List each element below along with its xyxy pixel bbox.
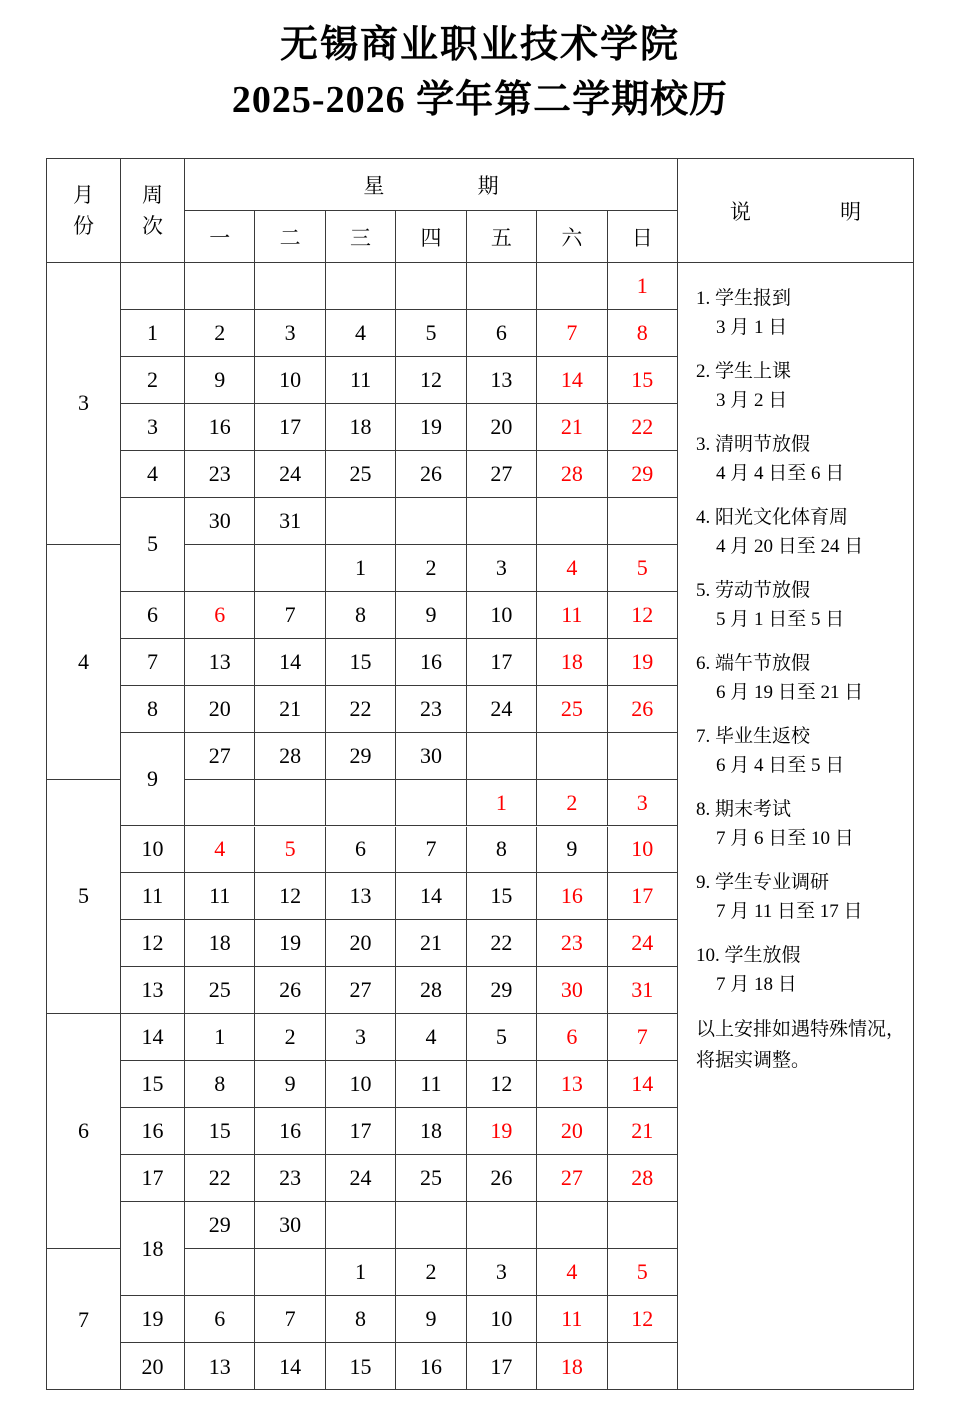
day-cell: 17 (255, 404, 325, 450)
page-title (0, 22, 960, 125)
table-row (185, 1108, 677, 1155)
day-cell: 7 (255, 592, 325, 638)
day-cell: 15 (326, 639, 396, 685)
day-cell: 13 (185, 639, 255, 685)
day-cell (537, 498, 607, 544)
header-week-char1: 周 (142, 183, 163, 208)
day-cell: 7 (255, 1296, 325, 1342)
weekday-header-4: 四 (396, 211, 466, 263)
day-cell: 16 (396, 1343, 466, 1390)
day-cell: 5 (636, 1259, 648, 1285)
week-number-cell: 20 (141, 1353, 164, 1379)
note-item (696, 504, 907, 561)
day-cell (255, 1249, 325, 1295)
academic-calendar-table (46, 158, 914, 1390)
day-cell: 29 (467, 967, 537, 1013)
week-number-cell: 13 (121, 967, 184, 1014)
day-cell: 17 (631, 883, 654, 909)
week-number-cell: 14 (121, 1014, 184, 1061)
note-item (696, 577, 907, 634)
day-cell: 15 (631, 366, 654, 392)
weekday-header-7: 日 (631, 226, 653, 250)
day-cell: 21 (396, 920, 466, 966)
note-title: 8. 期末考试 (696, 799, 792, 820)
weekday-header-6: 六 (537, 211, 607, 263)
week-number-cell: 17 (121, 1155, 184, 1202)
day-cell: 14 (631, 1071, 654, 1097)
day-cell: 11 (396, 1061, 466, 1107)
day-cell: 28 (396, 967, 466, 1013)
calendar-subtitle: 2025-2026 学年第二学期校历 (231, 78, 729, 121)
note-date: 3 月 1 日 (716, 316, 788, 338)
day-cell: 9 (185, 357, 255, 403)
day-cell: 5 (467, 1014, 537, 1060)
day-cell: 10 (467, 1296, 537, 1342)
table-row (185, 357, 677, 404)
day-cell: 12 (396, 357, 466, 403)
day-cell (326, 498, 396, 544)
day-cell: 29 (631, 460, 654, 486)
week-number-cell: 18 (121, 1202, 184, 1296)
note-title: 3. 清明节放假 (696, 434, 811, 455)
day-cell (185, 545, 255, 591)
calendar-body (47, 263, 677, 1389)
week-number-cell (121, 263, 184, 310)
note-item (696, 942, 907, 999)
day-cell (396, 263, 466, 309)
weekday-header-3: 三 (326, 211, 396, 263)
note-title: 4. 阳光文化体育周 (696, 507, 849, 528)
day-cell: 19 (631, 648, 654, 674)
day-cell: 16 (185, 404, 255, 450)
day-cell: 20 (185, 686, 255, 732)
day-cell: 13 (537, 1061, 607, 1107)
day-cell: 11 (185, 873, 255, 919)
month-cell: 6 (47, 1014, 120, 1249)
day-cell (467, 263, 537, 309)
day-cell: 9 (537, 827, 607, 873)
day-cell: 22 (326, 686, 396, 732)
day-cell: 2 (185, 310, 255, 356)
week-number-cell: 6 (121, 592, 184, 639)
day-cell: 7 (636, 1024, 648, 1050)
month-cell: 7 (78, 1306, 89, 1332)
day-cell: 11 (537, 592, 607, 638)
day-cell: 10 (255, 357, 325, 403)
day-cell: 1 (467, 780, 537, 826)
week-number-cell: 10 (121, 827, 184, 874)
day-cell: 4 (537, 545, 607, 591)
note-item (696, 723, 907, 780)
day-cell (326, 780, 396, 826)
day-cell: 12 (467, 1061, 537, 1107)
day-cell: 16 (396, 639, 466, 685)
day-cell (467, 498, 537, 544)
day-cell: 30 (537, 967, 607, 1013)
note-date: 4 月 4 日至 6 日 (716, 462, 845, 484)
day-cell: 10 (326, 1061, 396, 1107)
day-cell: 30 (255, 1202, 325, 1248)
table-row (185, 1249, 677, 1296)
note-title: 9. 学生专业调研 (696, 872, 830, 893)
table-row (185, 1296, 677, 1343)
week-number-cell: 2 (121, 357, 184, 404)
day-cell (537, 733, 607, 779)
week-number-cell: 5 (121, 498, 184, 592)
note-date: 4 月 20 日至 24 日 (716, 535, 864, 557)
day-cell: 15 (326, 1343, 396, 1390)
calendar-grid (47, 159, 678, 1389)
note-date: 5 月 1 日至 5 日 (716, 608, 845, 630)
header-week-column (121, 159, 185, 262)
day-cell (537, 1202, 607, 1248)
day-cell: 11 (326, 357, 396, 403)
day-cell: 2 (396, 1249, 466, 1295)
day-cell: 28 (255, 733, 325, 779)
day-cell: 17 (467, 639, 537, 685)
day-cell: 22 (467, 920, 537, 966)
table-row (185, 404, 677, 451)
day-cell: 8 (636, 319, 648, 345)
day-cell: 6 (185, 592, 255, 638)
day-cell: 28 (537, 451, 607, 497)
day-cell: 5 (396, 310, 466, 356)
day-cell: 10 (631, 836, 654, 862)
day-cell: 24 (631, 930, 654, 956)
note-date: 6 月 4 日至 5 日 (716, 754, 845, 776)
day-cell: 26 (631, 695, 654, 721)
note-title: 6. 端午节放假 (696, 653, 811, 674)
weekday-header-1: 一 (185, 211, 255, 263)
day-cell: 12 (631, 601, 654, 627)
day-cell: 5 (636, 554, 648, 580)
table-row (185, 592, 677, 639)
table-row (185, 263, 677, 310)
day-cell (467, 733, 537, 779)
note-item (696, 431, 907, 488)
day-cell: 29 (326, 733, 396, 779)
day-cell: 20 (326, 920, 396, 966)
day-cell: 14 (255, 639, 325, 685)
day-cell: 20 (467, 404, 537, 450)
table-row (185, 780, 677, 827)
day-cell: 6 (185, 1296, 255, 1342)
day-cell: 23 (396, 686, 466, 732)
day-cell: 20 (537, 1108, 607, 1154)
day-cell (255, 545, 325, 591)
weekday-header-5: 五 (467, 211, 537, 263)
table-row (185, 686, 677, 733)
week-number-column (121, 263, 185, 1389)
day-cell: 24 (467, 686, 537, 732)
day-cell: 6 (467, 310, 537, 356)
day-cell (537, 263, 607, 309)
day-cell: 26 (467, 1155, 537, 1201)
day-cell (396, 498, 466, 544)
note-date: 7 月 6 日至 10 日 (716, 827, 854, 849)
table-row (185, 1014, 677, 1061)
day-cell: 17 (326, 1108, 396, 1154)
week-number-cell: 1 (121, 310, 184, 357)
day-cell: 8 (326, 592, 396, 638)
week-number-cell: 3 (121, 404, 184, 451)
day-cells-area (185, 263, 677, 1389)
day-cell (185, 780, 255, 826)
day-cell: 24 (326, 1155, 396, 1201)
day-cell: 30 (396, 733, 466, 779)
day-cell: 1 (636, 272, 648, 298)
school-name: 无锡商业职业技术学院 (279, 24, 680, 66)
day-cell: 23 (185, 451, 255, 497)
day-cell: 8 (185, 1061, 255, 1107)
day-cell: 1 (185, 1014, 255, 1060)
table-row (185, 639, 677, 686)
note-item (696, 796, 907, 853)
notes-footer-line1: 以上安排如遇特殊情况， (696, 1019, 906, 1040)
day-cell: 9 (255, 1061, 325, 1107)
day-cell: 18 (537, 1343, 607, 1390)
week-number-cell: 11 (121, 873, 184, 920)
day-cell: 4 (537, 1249, 607, 1295)
note-title: 7. 毕业生返校 (696, 726, 811, 747)
day-cell: 16 (255, 1108, 325, 1154)
header-weekday-title: 星 期 (185, 159, 677, 211)
day-cell (185, 263, 255, 309)
header-week-char2: 次 (142, 213, 163, 238)
table-row (185, 1202, 677, 1249)
day-cell: 15 (185, 1108, 255, 1154)
day-cell: 27 (537, 1155, 607, 1201)
note-date: 7 月 11 日至 17 日 (716, 900, 863, 922)
table-row (185, 1061, 677, 1108)
day-cell: 7 (396, 827, 466, 873)
header-weekday-row (185, 211, 677, 263)
day-cell (608, 1202, 677, 1248)
table-row (185, 545, 677, 592)
note-title: 5. 劳动节放假 (696, 580, 811, 601)
header-month-char1: 月 (73, 183, 94, 208)
table-row (185, 1155, 677, 1202)
day-cell: 8 (467, 827, 537, 873)
note-title: 1. 学生报到 (696, 288, 792, 309)
day-cell: 31 (631, 977, 654, 1003)
day-cell: 27 (467, 451, 537, 497)
day-cell: 6 (326, 827, 396, 873)
day-cell: 19 (467, 1108, 537, 1154)
day-cell: 21 (255, 686, 325, 732)
week-number-cell: 12 (121, 920, 184, 967)
day-cell: 21 (631, 1118, 654, 1144)
notes-column (678, 159, 913, 1389)
header-weekday-group (185, 159, 677, 262)
day-cell (608, 1343, 677, 1390)
day-cell: 4 (185, 827, 255, 873)
day-cell (467, 1202, 537, 1248)
note-title: 10. 学生放假 (696, 945, 801, 966)
month-cell: 5 (47, 780, 120, 1015)
month-column (47, 263, 121, 1389)
note-item (696, 358, 907, 415)
day-cell: 13 (326, 873, 396, 919)
table-row (185, 733, 677, 780)
day-cell: 3 (467, 1249, 537, 1295)
day-cell: 25 (185, 967, 255, 1013)
day-cell: 8 (326, 1296, 396, 1342)
day-cell: 13 (467, 357, 537, 403)
day-cell: 9 (396, 1296, 466, 1342)
day-cell: 24 (255, 451, 325, 497)
day-cell: 18 (396, 1108, 466, 1154)
notes-header: 说 明 (678, 159, 913, 263)
day-cell: 6 (537, 1014, 607, 1060)
day-cell (255, 263, 325, 309)
day-cell: 26 (396, 451, 466, 497)
table-row (185, 451, 677, 498)
day-cell: 25 (537, 686, 607, 732)
note-title: 2. 学生上课 (696, 361, 792, 382)
day-cell: 18 (185, 920, 255, 966)
day-cell: 12 (631, 1306, 654, 1332)
day-cell (608, 498, 677, 544)
header-month-char2: 份 (73, 213, 94, 238)
day-cell: 18 (326, 404, 396, 450)
day-cell: 11 (537, 1296, 607, 1342)
day-cell: 4 (396, 1014, 466, 1060)
month-cell: 4 (47, 545, 120, 780)
notes-list (678, 263, 913, 1389)
table-row (185, 310, 677, 357)
table-row (185, 920, 677, 967)
note-date: 6 月 19 日至 21 日 (716, 681, 864, 703)
day-cell (255, 780, 325, 826)
day-cell: 19 (255, 920, 325, 966)
day-cell (396, 1202, 466, 1248)
day-cell: 19 (396, 404, 466, 450)
notes-footer-line2: 将据实调整。 (696, 1049, 811, 1071)
day-cell: 17 (467, 1343, 537, 1390)
day-cell: 26 (255, 967, 325, 1013)
day-cell: 23 (255, 1155, 325, 1201)
day-cell: 25 (326, 451, 396, 497)
table-row (185, 827, 677, 874)
day-cell: 2 (537, 780, 607, 826)
day-cell (396, 780, 466, 826)
note-item (696, 869, 907, 926)
notes-footer (696, 1015, 907, 1077)
week-number-cell: 16 (121, 1108, 184, 1155)
day-cell: 2 (396, 545, 466, 591)
day-cell: 7 (537, 310, 607, 356)
day-cell: 16 (537, 873, 607, 919)
day-cell: 4 (326, 310, 396, 356)
day-cell: 31 (255, 498, 325, 544)
note-date: 7 月 18 日 (716, 973, 797, 995)
day-cell: 21 (537, 404, 607, 450)
day-cell (185, 1249, 255, 1295)
day-cell: 14 (255, 1343, 325, 1390)
day-cell: 9 (396, 592, 466, 638)
day-cell: 3 (255, 310, 325, 356)
day-cell: 28 (631, 1165, 654, 1191)
day-cell: 1 (326, 545, 396, 591)
day-cell (326, 1202, 396, 1248)
day-cell: 30 (185, 498, 255, 544)
week-number-cell: 19 (121, 1296, 184, 1343)
day-cell: 25 (396, 1155, 466, 1201)
day-cell: 3 (326, 1014, 396, 1060)
day-cell: 2 (255, 1014, 325, 1060)
day-cell (608, 733, 677, 779)
day-cell: 22 (631, 413, 654, 439)
day-cell (326, 263, 396, 309)
week-number-cell: 7 (121, 639, 184, 686)
day-cell: 23 (537, 920, 607, 966)
day-cell: 27 (326, 967, 396, 1013)
day-cell: 18 (537, 639, 607, 685)
day-cell: 3 (467, 545, 537, 591)
day-cell: 5 (255, 827, 325, 873)
month-cell: 3 (47, 263, 120, 545)
table-header (47, 159, 677, 263)
note-item (696, 650, 907, 707)
table-row (185, 873, 677, 920)
table-row (185, 1343, 677, 1390)
day-cell: 1 (326, 1249, 396, 1295)
day-cell: 22 (185, 1155, 255, 1201)
note-item (696, 285, 907, 342)
week-number-cell: 9 (121, 733, 184, 827)
day-cell: 27 (185, 733, 255, 779)
note-date: 3 月 2 日 (716, 389, 788, 411)
day-cell: 15 (467, 873, 537, 919)
weekday-header-2: 二 (255, 211, 325, 263)
week-number-cell: 4 (121, 451, 184, 498)
day-cell: 13 (185, 1343, 255, 1390)
day-cell: 14 (396, 873, 466, 919)
header-month-column (47, 159, 121, 262)
day-cell: 10 (467, 592, 537, 638)
day-cell: 29 (185, 1202, 255, 1248)
week-number-cell: 8 (121, 686, 184, 733)
week-number-cell: 15 (121, 1061, 184, 1108)
day-cell: 3 (636, 789, 648, 815)
table-row (185, 967, 677, 1014)
day-cell: 12 (255, 873, 325, 919)
day-cell: 14 (537, 357, 607, 403)
table-row (185, 498, 677, 545)
